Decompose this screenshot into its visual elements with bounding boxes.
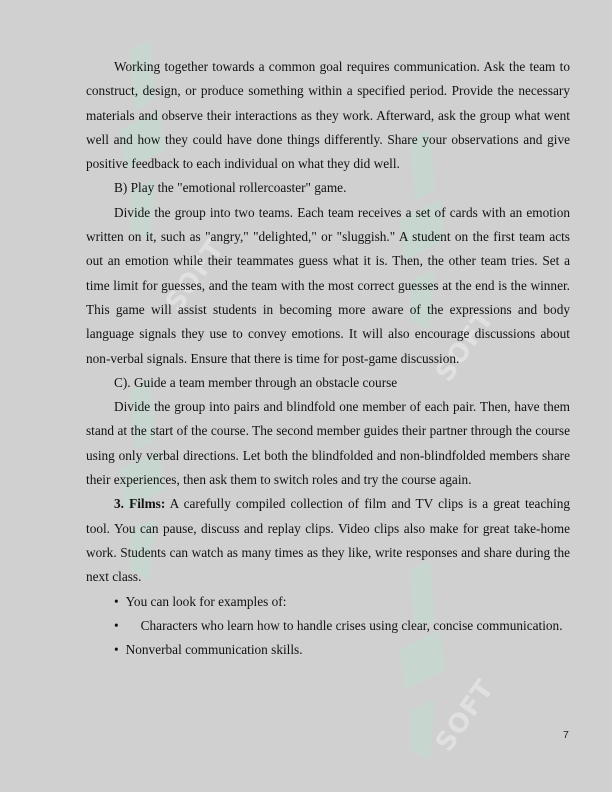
watermark-text: SOFT [430,674,501,758]
list-item [86,638,570,662]
films-text: A carefully compiled collection of film and TV clips is a great teaching tool. You can pause, discuss and replay clips. Video clips also make for great take-home work. Students can watch as many times as they like, write responses and share during the next class. [86,496,570,585]
list-item-text: You can look for examples of: [125,593,287,609]
page-number: 7 [563,729,569,741]
watermark-text: SOFT [160,234,231,318]
watermark-text: SOFT [430,304,501,388]
document-body [86,55,570,662]
paragraph-emotional-rollercoaster: Divide the group into two teams. Each team receives a set of cards with an emotion written on it, such as "angry," "delighted," or "sluggish." A student on the first team acts out an emotion while their teammates guess what it is. Then, the other team tries. Set a time limit for guesses, and the team with the most correct guesses at the end is the winner. This game will assist students in becoming more aware of the expressions and body language signals they use to convey emotions. It will also encourage discussions about non-verbal signals. Ensure that there is time for post-game discussion. [86,204,570,366]
films-heading: 3. Films: [114,496,166,512]
list-item-text: Nonverbal communication skills. [125,642,303,658]
bullet-icon: • [114,642,119,658]
paragraph-obstacle-course: Divide the group into pairs and blindfold one member of each pair. Then, have them stand at the start of the course. The second member guides their partner through the course using only verbal directions. Let both the blindfolded and non-blindfolded members share their experiences, then ask them to switch roles and try the course again. [86,399,570,488]
paragraph-team-task: Working together towards a common goal requires communication. Ask the team to construct, design, or produce something within a specified period. Provide the necessary materials and observe their interactions as they work. Afterward, ask the group what went well and how they could have done things differently. Share your observations and give positive feedback to each individual on what they did well. [86,59,570,172]
list-item [86,590,570,614]
list-item-text: Characters who learn how to handle crises using clear, concise communication. [140,617,563,633]
heading-emotional-rollercoaster: B) Play the "emotional rollercoaster" game. [114,180,347,196]
list-item [86,614,570,638]
paragraph-films [86,492,570,589]
bullet-icon: • [114,617,119,633]
heading-obstacle-course: C). Guide a team member through an obstacle course [114,374,398,390]
bullet-icon: • [114,593,119,609]
